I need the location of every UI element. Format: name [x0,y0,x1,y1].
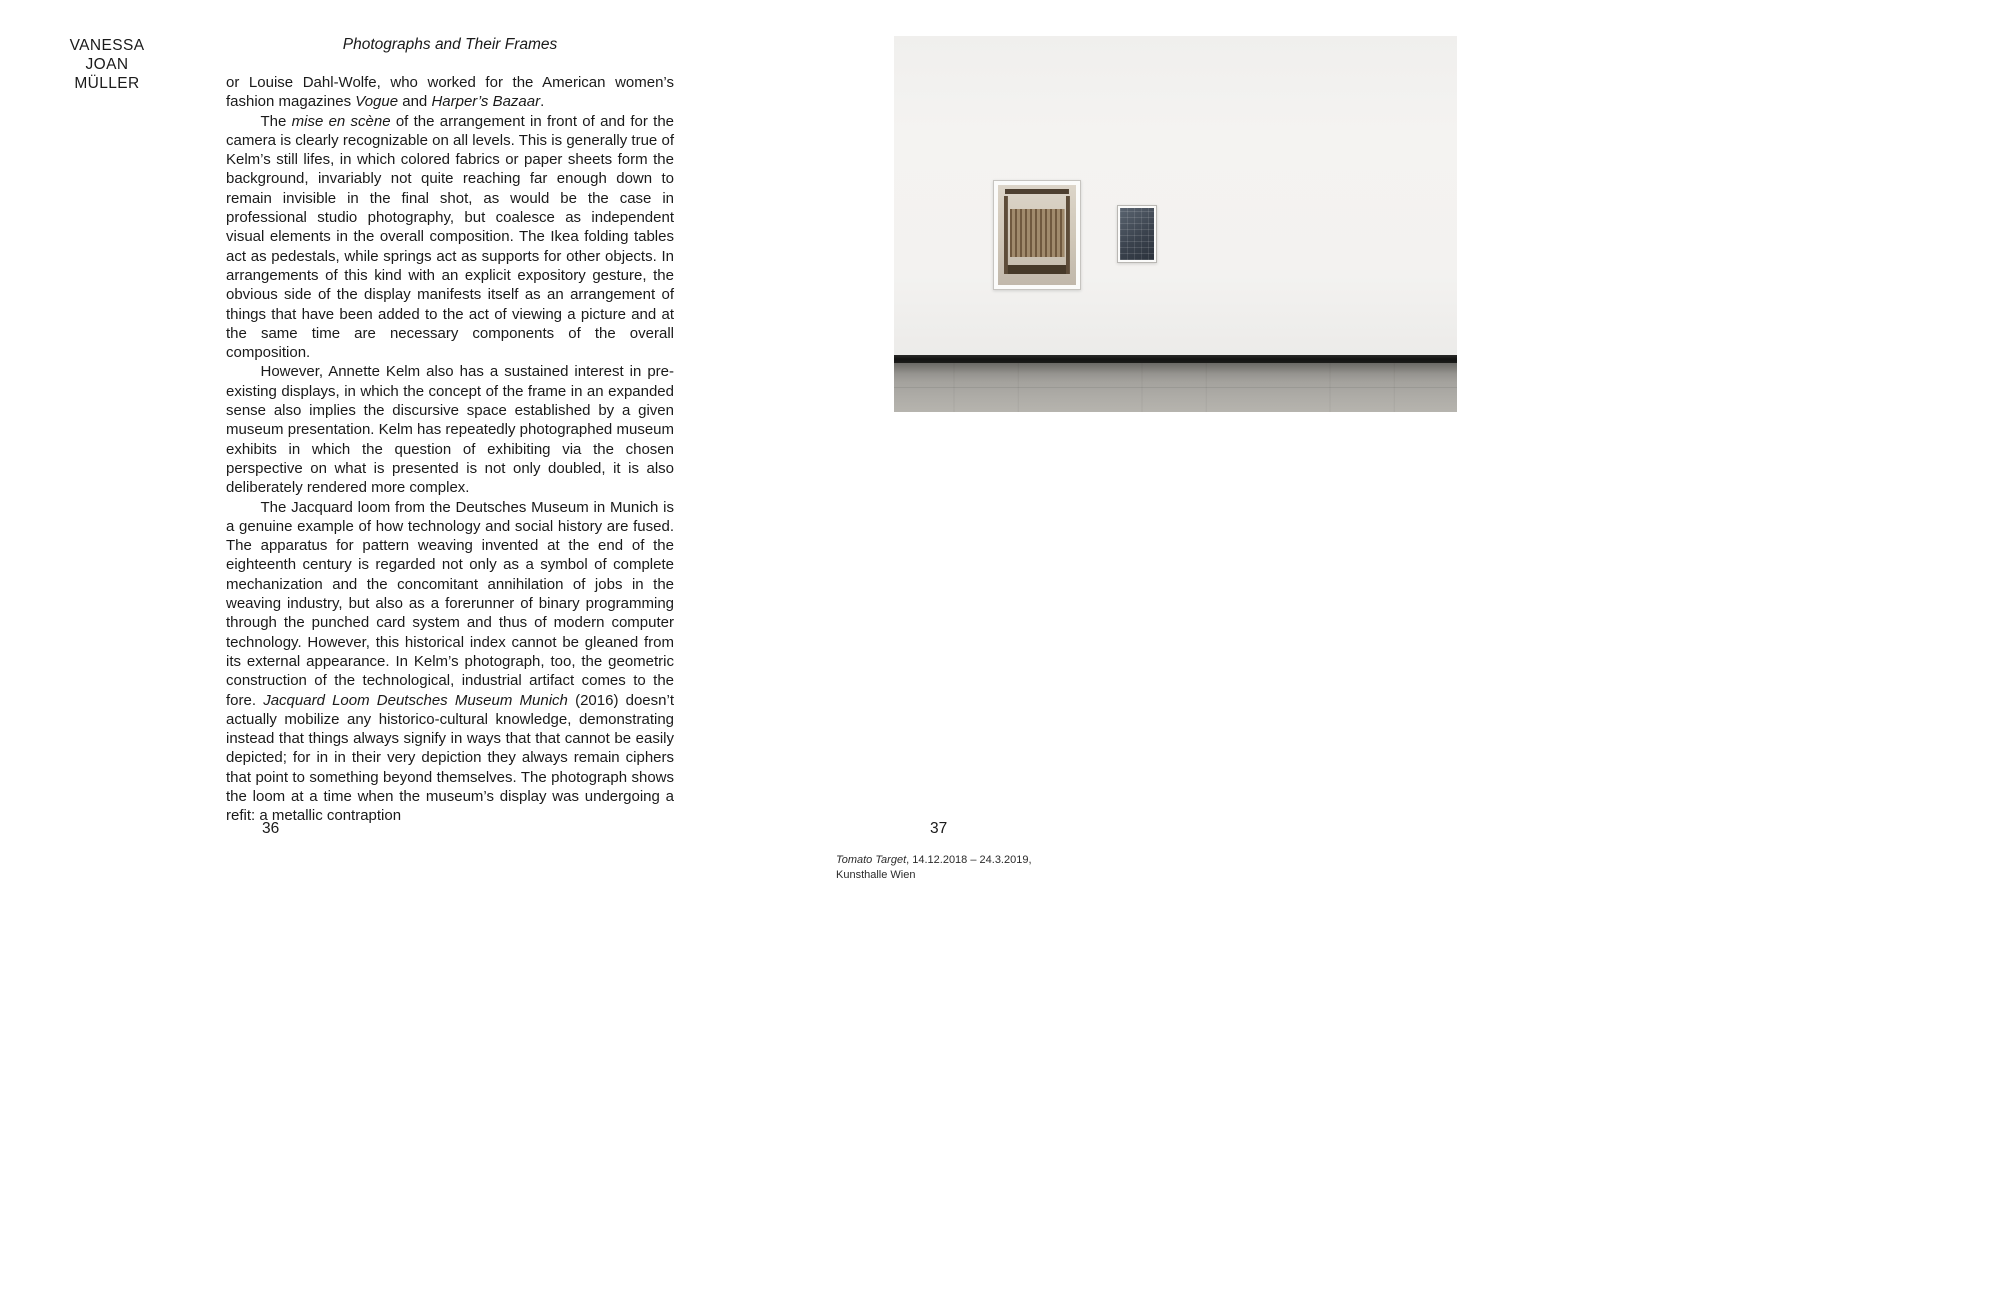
small-photograph [1120,208,1154,260]
framed-artwork-small [1117,205,1157,263]
essay-text-column [226,73,674,826]
photo-caption [836,853,1156,883]
page-number-left: 36 [262,820,280,837]
baseboard [894,355,1457,363]
caption-line-1: Tomato Target, 14.12.2018 – 24.3.2019, [836,854,1032,866]
paragraph: The mise en scène of the arrangement in front of and for the camera is clearly recognizable on all levels. This is generally true of Kelm’s still lifes, in which colored fabrics or paper sheets form the background, invariably not quite reaching far enough down to remain invisible in the final shot, as would be the case in professional studio photography, but coalesce as independent visual elements in the overall composition. The Ikea folding tables act as pedestals, while springs act as supports for other objects. In arrangements of this kind with an explicit expository gesture, the obvious side of the display manifests itself as an arrangement of things that have been added to the act of viewing a picture and at the same time are necessary components of the overall composition. [226,112,675,362]
installation-photo [894,36,1457,412]
page-number-right: 37 [930,820,948,837]
author-line: JOAN [85,56,129,73]
floor-joint-line [894,387,1457,388]
author-name [52,36,162,93]
gallery-floor [894,363,1457,412]
gallery-wall [894,36,1457,355]
paragraph: The Jacquard loom from the Deutsches Museum in Munich is a genuine example of how technology and social history are fused. The apparatus for pattern weaving invented at the end of the eighteenth century is regarded not only as a symbol of complete mechanization and the concomitant annihilation of jobs in the weaving industry, but also as a forerunner of binary programming through the punched card system and thus of modern computer technology. However, this historical index cannot be gleaned from its external appearance. In Kelm’s photograph, too, the geometric construction of the technological, industrial artifact comes to the fore. Jacquard Loom Deutsches Museum Munich (2016) doesn’t actually mobilize any historico-cultural knowledge, demonstrating instead that things always signify in ways that that cannot be easily depicted; for in in their very depiction they always remain ciphers that point to something beyond themselves. The photograph shows the loom at a time when the museum’s display was undergoing a refit: a metallic contraption [226,498,674,825]
paragraph: or Louise Dahl-Wolfe, who worked for the American women’s fashion magazines Vogue and Harper’s Bazaar. [226,74,674,111]
author-line: VANESSA [69,37,145,54]
caption-line-2: Kunsthalle Wien [836,869,916,881]
loom-photograph [998,185,1076,285]
framed-artwork-loom [993,180,1081,290]
paragraph: However, Annette Kelm also has a sustained interest in pre-existing displays, in which the concept of the frame in an expanded sense also implies the discursive space established by a given museum presentation. Kelm has repeatedly photographed museum exhibits in which the question of exhibiting via the chosen perspective on what is presented is not only doubled, it is also deliberately rendered more complex. [226,363,674,497]
author-line: MÜLLER [74,75,140,92]
essay-title: Photographs and Their Frames [342,36,558,53]
